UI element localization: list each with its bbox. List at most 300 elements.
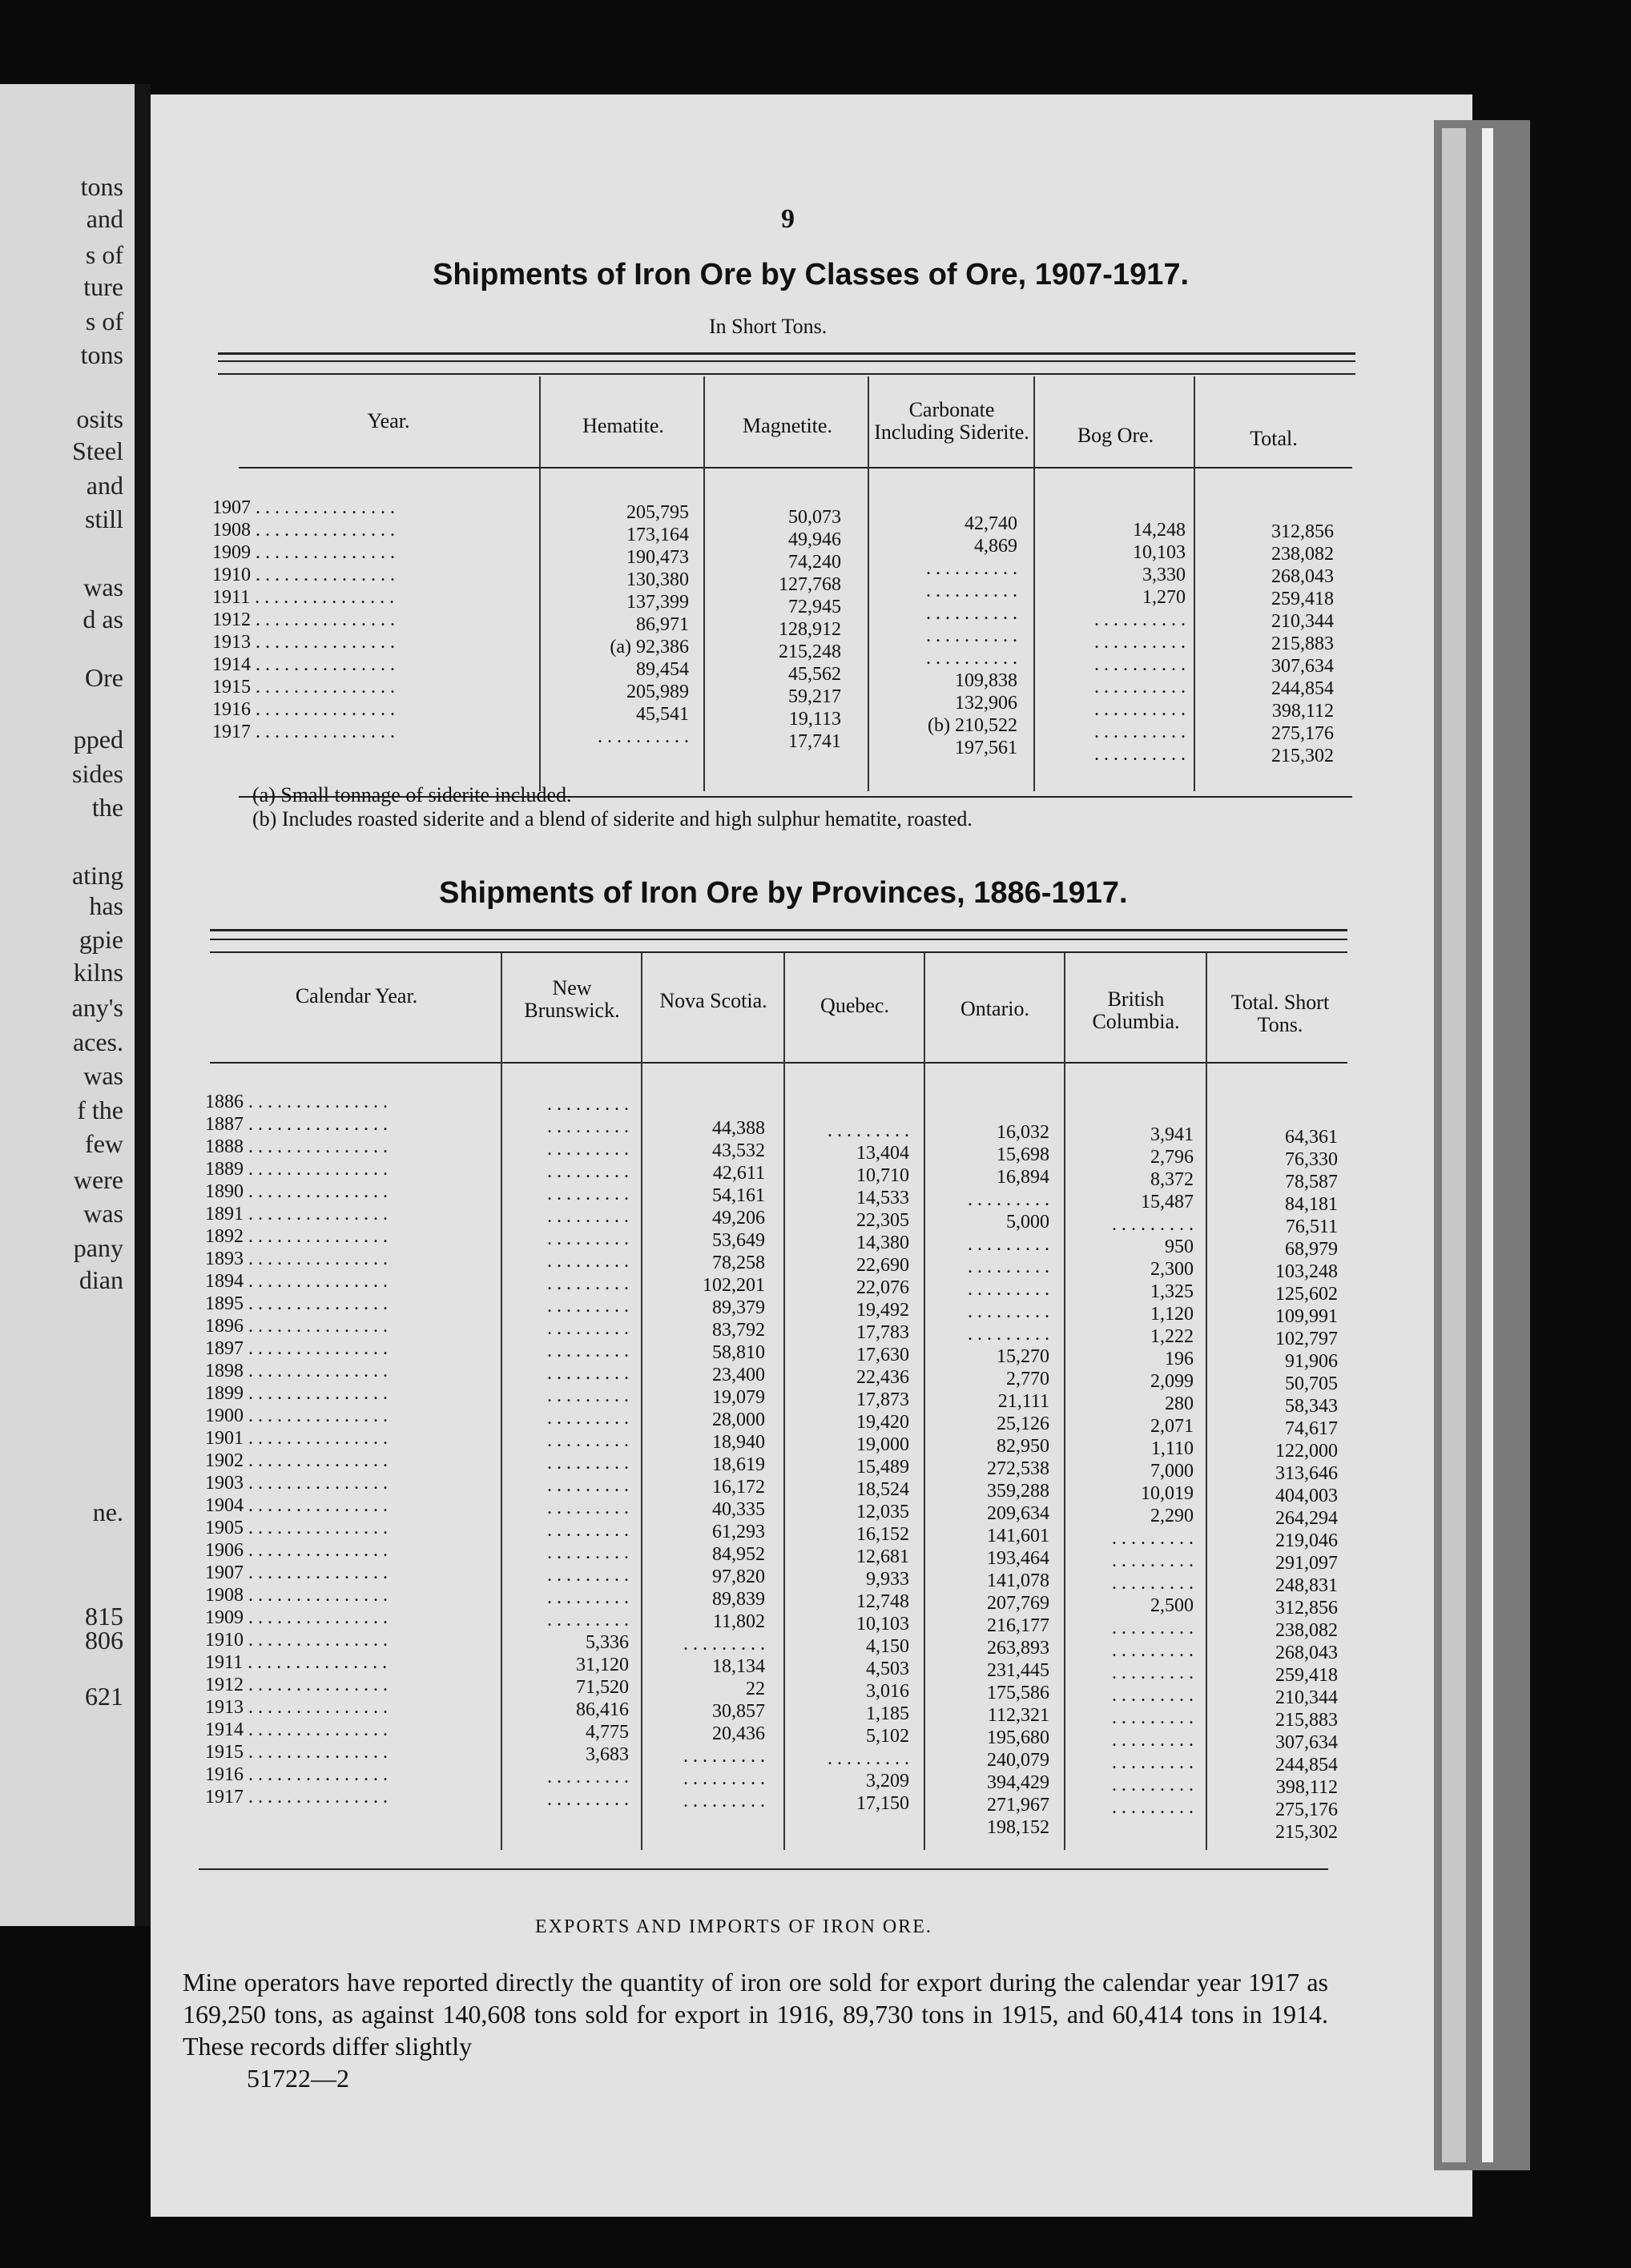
table-cell: . . . . . . . . . (828, 1748, 909, 1769)
left-page-text-fragment: any's (71, 993, 123, 1022)
header-hematite: Hematite. (582, 414, 664, 437)
table-cell: 950 (1165, 1237, 1194, 1257)
table-cell: 1898 . . . . . . . . . . . . . . . (205, 1361, 388, 1381)
table-cell: 103,248 (1275, 1261, 1338, 1282)
table-cell: 17,783 (856, 1322, 909, 1343)
table-cell: 71,520 (576, 1677, 629, 1698)
table-cell: . . . . . . . . . (1112, 1640, 1194, 1661)
table-cell: 1,185 (866, 1703, 909, 1724)
table-cell: 12,748 (856, 1591, 909, 1612)
table-cell: 2,099 (1150, 1371, 1194, 1392)
left-page-text-fragment: s of (85, 240, 123, 269)
table-cell: 14,248 (1133, 520, 1186, 541)
table-cell: 141,601 (987, 1526, 1049, 1546)
table-cell: 61,293 (712, 1522, 765, 1542)
table-cell: (b) 210,522 (928, 715, 1017, 736)
table-cell: 175,586 (987, 1683, 1049, 1703)
table1-note-a: (a) Small tonnage of siderite included. (252, 783, 572, 806)
table-cell: . . . . . . . . . . (1094, 677, 1186, 698)
header-british-columbia: British Columbia. (1092, 987, 1180, 1033)
table-cell: 4,775 (586, 1722, 629, 1743)
table-cell: 291,097 (1275, 1553, 1338, 1574)
table-cell: 43,532 (712, 1140, 765, 1161)
table-cell: 109,991 (1275, 1306, 1338, 1327)
table-cell: 1914 . . . . . . . . . . . . . . . (205, 1719, 388, 1740)
table-cell: 58,810 (712, 1342, 765, 1363)
table-cell: . . . . . . . . . . (926, 558, 1017, 579)
table-cell: 16,894 (997, 1167, 1049, 1188)
table-cell: 404,003 (1275, 1486, 1338, 1506)
table-cell: . . . . . . . . . (547, 1789, 629, 1810)
table-cell: 16,032 (997, 1122, 1049, 1143)
left-page-text-fragment: ating (72, 861, 123, 890)
table-cell: 312,856 (1275, 1598, 1338, 1619)
table-cell: 1909 . . . . . . . . . . . . . . . (205, 1607, 388, 1628)
left-page-text-fragment: d as (83, 605, 123, 633)
table-cell: . . . . . . . . . (547, 1206, 629, 1227)
table-cell: 3,330 (1142, 565, 1186, 585)
table-cell: . . . . . . . . . (547, 1408, 629, 1429)
table-cell: . . . . . . . . . (547, 1542, 629, 1563)
table-cell: 1912 . . . . . . . . . . . . . . . (205, 1675, 388, 1695)
table-cell: . . . . . . . . . (547, 1453, 629, 1474)
page-footer: 51722—2 (247, 2064, 349, 2093)
table-cell: 74,617 (1285, 1418, 1338, 1439)
table-cell: 275,176 (1275, 1800, 1338, 1820)
table-cell: . . . . . . . . . (547, 1161, 629, 1182)
left-page-text-fragment: ture (83, 272, 123, 301)
table-cell: 130,380 (626, 569, 689, 590)
table1-note-b: (b) Includes roasted siderite and a blend of siderite and high sulphur hematite, roasted. (252, 807, 973, 830)
table-cell: 398,112 (1275, 1777, 1338, 1798)
table-cell: 264,294 (1275, 1508, 1338, 1529)
table-cell: 44,388 (712, 1118, 765, 1139)
table-cell: 1889 . . . . . . . . . . . . . . . (205, 1159, 388, 1180)
table-cell: 238,082 (1271, 544, 1334, 565)
table2-years-col (205, 1091, 493, 1808)
table-cell: 1916 . . . . . . . . . . . . . . . (212, 699, 395, 720)
table-cell: 64,361 (1285, 1127, 1338, 1148)
left-page-text-fragment: 815 (85, 1602, 123, 1631)
left-page-text-fragment: dian (79, 1265, 123, 1294)
table-cell: 197,561 (955, 738, 1017, 758)
table-cell: 78,587 (1285, 1172, 1338, 1192)
table-cell: (a) 92,386 (610, 637, 689, 657)
table-cell: . . . . . . . . . . (1094, 722, 1186, 742)
table-cell: . . . . . . . . . (547, 1251, 629, 1272)
table-cell: 1894 . . . . . . . . . . . . . . . (205, 1271, 388, 1292)
table-cell: 307,634 (1275, 1732, 1338, 1753)
table-cell: 2,071 (1150, 1416, 1194, 1437)
left-page-text-fragment: s of (85, 307, 123, 336)
table-cell: 19,000 (856, 1434, 909, 1455)
left-page-text-fragment: and (86, 204, 123, 233)
table-cell: 20,436 (712, 1723, 765, 1744)
left-page-text-fragment: has (89, 891, 123, 920)
table-cell: 1887 . . . . . . . . . . . . . . . (205, 1114, 388, 1135)
table-cell: 22,305 (856, 1210, 909, 1231)
table-cell: 3,016 (866, 1681, 909, 1702)
table-cell: . . . . . . . . . (547, 1610, 629, 1631)
table-cell: 5,000 (1006, 1212, 1049, 1233)
table-cell: . . . . . . . . . (547, 1587, 629, 1608)
table-cell: 11,802 (712, 1611, 765, 1632)
table-cell: 18,619 (712, 1454, 765, 1475)
table-cell: . . . . . . . . . . (598, 726, 689, 747)
table2-total-col (1186, 1104, 1338, 1844)
table-cell: 240,079 (987, 1750, 1049, 1771)
exports-heading: EXPORTS AND IMPORTS OF IRON ORE. (535, 1916, 932, 1937)
table-cell: . . . . . . . . . (547, 1273, 629, 1294)
table-cell: 210,344 (1275, 1687, 1338, 1708)
table-cell: 263,893 (987, 1638, 1049, 1659)
left-page-text-fragment: was (83, 1061, 123, 1090)
table-cell: 1888 . . . . . . . . . . . . . . . (205, 1136, 388, 1157)
left-page-text-fragment: Steel (72, 436, 123, 465)
table-cell: 1917 . . . . . . . . . . . . . . . (212, 722, 395, 742)
table-cell: 84,952 (712, 1544, 765, 1565)
table-cell: 244,854 (1271, 678, 1334, 699)
table1-title: Shipments of Iron Ore by Classes of Ore, 1907-1917. (433, 258, 1190, 292)
left-page-text-fragment: osits (76, 404, 123, 433)
table-cell: 398,112 (1271, 701, 1334, 722)
table-cell: 215,248 (779, 641, 841, 662)
left-page-text-fragment: 806 (85, 1626, 123, 1655)
table-cell: . . . . . . . . . (547, 1498, 629, 1518)
table-cell: 2,500 (1150, 1595, 1194, 1616)
table-cell: . . . . . . . . . . (926, 625, 1017, 646)
table-cell: 15,489 (856, 1457, 909, 1478)
table-cell: 9,933 (866, 1569, 909, 1590)
table-cell: 22,436 (856, 1367, 909, 1388)
table1-magnetite-col (681, 506, 841, 753)
table-cell: 1906 . . . . . . . . . . . . . . . (205, 1540, 388, 1561)
table-cell: . . . . . . . . . (1112, 1214, 1194, 1235)
table-cell: 21,111 (997, 1391, 1049, 1412)
table-cell: 109,838 (955, 670, 1017, 691)
header-total: Total. (1250, 427, 1298, 450)
table-cell: 50,073 (788, 507, 841, 528)
table-cell: . . . . . . . . . (547, 1385, 629, 1406)
table-cell: 16,152 (856, 1524, 909, 1545)
table-cell: 15,270 (997, 1346, 1049, 1367)
table-cell: . . . . . . . . . (1112, 1550, 1194, 1571)
table-cell: 2,770 (1006, 1369, 1049, 1389)
table-cell: 18,940 (712, 1432, 765, 1453)
table-cell: . . . . . . . . . (968, 1234, 1049, 1255)
table-cell: 10,019 (1141, 1483, 1194, 1504)
table-cell (1045, 1101, 1194, 1124)
table-cell: 19,492 (856, 1300, 909, 1321)
table-cell: 216,177 (987, 1615, 1049, 1636)
table-cell: 5,336 (586, 1632, 629, 1653)
table-cell: 89,839 (712, 1589, 765, 1610)
left-page-text-fragment: ne. (92, 1498, 123, 1526)
left-page-text-fragment: was (83, 1199, 123, 1228)
table2-ontario-col (909, 1099, 1049, 1839)
table-cell: 1910 . . . . . . . . . . . . . . . (212, 565, 395, 585)
table-cell: 102,797 (1275, 1329, 1338, 1349)
table-cell: . . . . . . . . . (547, 1767, 629, 1787)
body-paragraph: Mine operators have reported directly the quantity of iron ore sold for export during the calendar year 1917 as 169,250 tons, as against 140,608 tons sold for export in 1916, 89,730 tons in 1915, and 60,414 tons in 1914. These records differ slightly (183, 1968, 1328, 2061)
left-page-text-fragment: Ore (85, 663, 123, 692)
table-cell: 312,856 (1271, 521, 1334, 542)
table-cell: 209,634 (987, 1503, 1049, 1524)
left-page-text-fragment: pped (73, 725, 123, 754)
table-cell: . . . . . . . . . (547, 1475, 629, 1496)
left-page-text-fragment: still (84, 505, 123, 533)
table-cell: 280 (1165, 1393, 1194, 1414)
table-cell: 215,883 (1275, 1710, 1338, 1731)
table-cell: 207,769 (987, 1593, 1049, 1614)
table-cell: 141,078 (987, 1570, 1049, 1591)
table-cell: . . . . . . . . . (547, 1184, 629, 1204)
table-cell: 215,302 (1271, 746, 1334, 766)
table-cell: 1913 . . . . . . . . . . . . . . . (212, 632, 395, 653)
left-page-text-fragment: pany (73, 1233, 123, 1262)
table-cell: 215,883 (1271, 633, 1334, 654)
table-cell: 42,611 (712, 1163, 765, 1184)
table-cell: 313,646 (1275, 1463, 1338, 1484)
header-nova-scotia: Nova Scotia. (659, 989, 767, 1012)
table-cell: 15,698 (997, 1144, 1049, 1165)
table-cell: . . . . . . . . . (547, 1363, 629, 1384)
table-cell: 1909 . . . . . . . . . . . . . . . (212, 542, 395, 563)
table-cell: 45,562 (788, 664, 841, 685)
header-year: Year. (367, 409, 410, 432)
table-cell: 1892 . . . . . . . . . . . . . . . (205, 1226, 388, 1247)
left-page-text-fragment: f the (77, 1096, 123, 1124)
table-cell: 1913 . . . . . . . . . . . . . . . (205, 1697, 388, 1718)
table-cell: 2,290 (1150, 1506, 1194, 1526)
table-cell: 244,854 (1275, 1755, 1338, 1775)
table-cell: 49,946 (788, 529, 841, 550)
table-cell: 53,649 (712, 1230, 765, 1251)
table-cell: 1910 . . . . . . . . . . . . . . . (205, 1630, 388, 1651)
table-cell: 1,222 (1150, 1326, 1194, 1347)
table-cell: 58,343 (1285, 1396, 1338, 1417)
table-cell: 2,796 (1150, 1147, 1194, 1168)
table-cell: 1908 . . . . . . . . . . . . . . . (212, 520, 395, 541)
table1-total-col (1178, 521, 1334, 767)
left-page-text-fragment: was (83, 573, 123, 601)
table-cell: 12,681 (856, 1546, 909, 1567)
table-cell: 4,150 (866, 1636, 909, 1657)
table-cell: 1916 . . . . . . . . . . . . . . . (205, 1764, 388, 1785)
table-cell: 1896 . . . . . . . . . . . . . . . (205, 1316, 388, 1337)
table-cell: 28,000 (712, 1409, 765, 1430)
table-cell: 19,420 (856, 1412, 909, 1433)
table-cell: 4,869 (974, 536, 1017, 557)
table-cell: 219,046 (1275, 1530, 1338, 1551)
table-cell: 3,209 (866, 1771, 909, 1791)
table-cell: 1912 . . . . . . . . . . . . . . . (212, 609, 395, 630)
table-cell: 76,511 (1285, 1216, 1338, 1237)
table-cell (1186, 1104, 1338, 1126)
table-cell: 259,418 (1271, 589, 1334, 609)
table1-years-col (212, 497, 533, 743)
table-cell: 45,541 (636, 704, 689, 725)
table-cell: 193,464 (987, 1548, 1049, 1569)
table1-bog-col (1025, 519, 1186, 766)
header-total-short-tons: Total. Short Tons. (1230, 991, 1330, 1036)
table-cell: 50,705 (1285, 1373, 1338, 1394)
table-cell: 74,240 (788, 552, 841, 573)
table-cell: 1897 . . . . . . . . . . . . . . . (205, 1338, 388, 1359)
table-cell: . . . . . . . . . (1112, 1730, 1194, 1751)
table-cell: 42,740 (965, 513, 1017, 534)
header-magnetite: Magnetite. (743, 414, 832, 437)
table-cell: . . . . . . . . . (968, 1257, 1049, 1277)
table-cell: 1915 . . . . . . . . . . . . . . . (212, 677, 395, 698)
table-cell: 128,912 (779, 619, 841, 640)
header-quebec: Quebec. (820, 994, 889, 1017)
page-edge-highlight (1442, 128, 1466, 2162)
table-cell: . . . . . . . . . (683, 1791, 765, 1812)
table-cell: . . . . . . . . . (547, 1341, 629, 1361)
table-cell: . . . . . . . . . . (1094, 632, 1186, 653)
table-cell: 22,690 (856, 1255, 909, 1276)
left-page-text-fragment: were (73, 1165, 123, 1194)
table-cell: 173,164 (626, 525, 689, 545)
table-cell: 17,630 (856, 1345, 909, 1365)
table-cell: 210,344 (1271, 611, 1334, 632)
table-cell: 18,134 (712, 1656, 765, 1677)
table-cell: 17,150 (856, 1793, 909, 1814)
table-cell: 1905 . . . . . . . . . . . . . . . (205, 1518, 388, 1538)
table-cell: 22 (746, 1679, 765, 1699)
table-cell: 125,602 (1275, 1284, 1338, 1305)
table-cell: 112,321 (987, 1705, 1049, 1726)
table-cell: 78,258 (712, 1253, 765, 1273)
rule (210, 929, 1347, 931)
left-page-text-fragment: tons (80, 340, 123, 369)
table-cell: . . . . . . . . . (547, 1228, 629, 1249)
table-cell: 1902 . . . . . . . . . . . . . . . (205, 1450, 388, 1471)
table-cell: . . . . . . . . . . (926, 648, 1017, 669)
table-cell: 1,325 (1150, 1281, 1194, 1302)
table-cell: . . . . . . . . . (683, 1634, 765, 1655)
table-cell: 7,000 (1150, 1461, 1194, 1482)
table-cell: 190,473 (626, 547, 689, 568)
table-cell: 22,076 (856, 1277, 909, 1298)
table-cell: 275,176 (1271, 723, 1334, 744)
table-cell: 13,404 (856, 1143, 909, 1164)
table-cell: 54,161 (712, 1185, 765, 1206)
table-cell: 19,113 (788, 709, 841, 730)
table-cell: 1911 . . . . . . . . . . . . . . . (212, 587, 395, 608)
left-page-text-fragment: few (85, 1129, 123, 1158)
table-cell: . . . . . . . . . (1112, 1573, 1194, 1594)
left-page-text-fragment: and (86, 471, 123, 500)
header-bog-ore: Bog Ore. (1077, 424, 1154, 447)
table2-quebec-col (769, 1097, 909, 1815)
table-cell: . . . . . . . . . . (926, 581, 1017, 601)
left-page-text-fragment: tons (80, 172, 123, 201)
table-cell: . . . . . . . . . (968, 1301, 1049, 1322)
table-cell: 196 (1165, 1349, 1194, 1369)
table-cell: 205,989 (626, 682, 689, 702)
table-cell: 1901 . . . . . . . . . . . . . . . (205, 1428, 388, 1449)
left-page-text-fragment: the (91, 793, 123, 822)
table-cell: . . . . . . . . . (547, 1318, 629, 1339)
table-cell: 1893 . . . . . . . . . . . . . . . (205, 1249, 388, 1269)
table-cell: 122,000 (1275, 1441, 1338, 1462)
header-new-brunswick: New Brunswick. (524, 976, 620, 1022)
table-cell: 307,634 (1271, 656, 1334, 677)
table-cell: . . . . . . . . . (683, 1746, 765, 1767)
table-cell: 394,429 (987, 1772, 1049, 1793)
table-cell: 1903 . . . . . . . . . . . . . . . (205, 1473, 388, 1494)
table-cell: 14,380 (856, 1233, 909, 1253)
table-cell: 238,082 (1275, 1620, 1338, 1641)
table-cell: 18,524 (856, 1479, 909, 1500)
table-cell: 215,302 (1275, 1822, 1338, 1843)
rule (199, 1868, 1328, 1870)
table-cell: 89,379 (712, 1297, 765, 1318)
table-cell: . . . . . . . . . (1112, 1752, 1194, 1773)
table-cell: . . . . . . . . . (683, 1768, 765, 1789)
table-cell: 4,503 (866, 1659, 909, 1679)
table-cell: 23,400 (712, 1365, 765, 1385)
table-cell: . . . . . . . . . (1112, 1528, 1194, 1549)
table-cell: 15,487 (1141, 1192, 1194, 1212)
table-cell: . . . . . . . . . (547, 1094, 629, 1115)
table-cell: . . . . . . . . . (1112, 1663, 1194, 1683)
table-cell: 1907 . . . . . . . . . . . . . . . (212, 497, 395, 518)
rule (218, 352, 1355, 355)
table-cell: . . . . . . . . . (968, 1189, 1049, 1210)
table-cell: 1915 . . . . . . . . . . . . . . . (205, 1742, 388, 1763)
table-cell: 102,201 (703, 1275, 765, 1296)
table-cell: 268,043 (1275, 1643, 1338, 1663)
left-page-text-fragment: sides (72, 759, 123, 788)
table-cell: 231,445 (987, 1660, 1049, 1681)
table2-british-columbia-col (1045, 1101, 1194, 1819)
table-cell: . . . . . . . . . . (1094, 609, 1186, 630)
table-cell: . . . . . . . . . (828, 1120, 909, 1141)
table-cell: 12,035 (856, 1502, 909, 1522)
table-cell: . . . . . . . . . (547, 1520, 629, 1541)
table-cell: 59,217 (788, 686, 841, 707)
table-cell: 1914 . . . . . . . . . . . . . . . (212, 654, 395, 675)
table-cell: 91,906 (1285, 1351, 1338, 1372)
table-cell: 268,043 (1271, 566, 1334, 587)
table-cell: 127,768 (779, 574, 841, 595)
table-cell: 1917 . . . . . . . . . . . . . . . (205, 1787, 388, 1808)
table-cell: 1,110 (1150, 1438, 1194, 1459)
table-cell: 76,330 (1285, 1149, 1338, 1170)
table-cell: 205,795 (626, 502, 689, 523)
table-cell: 30,857 (712, 1701, 765, 1722)
table1-hematite-col (529, 501, 689, 748)
table-cell: . . . . . . . . . (1112, 1685, 1194, 1706)
table-cell: 259,418 (1275, 1665, 1338, 1686)
table-cell: 68,979 (1285, 1239, 1338, 1260)
table-cell: 89,454 (636, 659, 689, 680)
table-cell: . . . . . . . . . (547, 1565, 629, 1586)
left-page-text-fragment: gpie (79, 925, 123, 954)
table-cell: 5,102 (866, 1726, 909, 1747)
table-cell: 359,288 (987, 1481, 1049, 1502)
table-cell: 8,372 (1150, 1169, 1194, 1190)
table-cell: . . . . . . . . . (1112, 1775, 1194, 1796)
table-cell: . . . . . . . . . (968, 1279, 1049, 1300)
table-cell: 1886 . . . . . . . . . . . . . . . (205, 1092, 388, 1112)
table-cell: . . . . . . . . . (547, 1296, 629, 1317)
table-cell (625, 1095, 765, 1117)
table-cell: 1891 . . . . . . . . . . . . . . . (205, 1204, 388, 1224)
